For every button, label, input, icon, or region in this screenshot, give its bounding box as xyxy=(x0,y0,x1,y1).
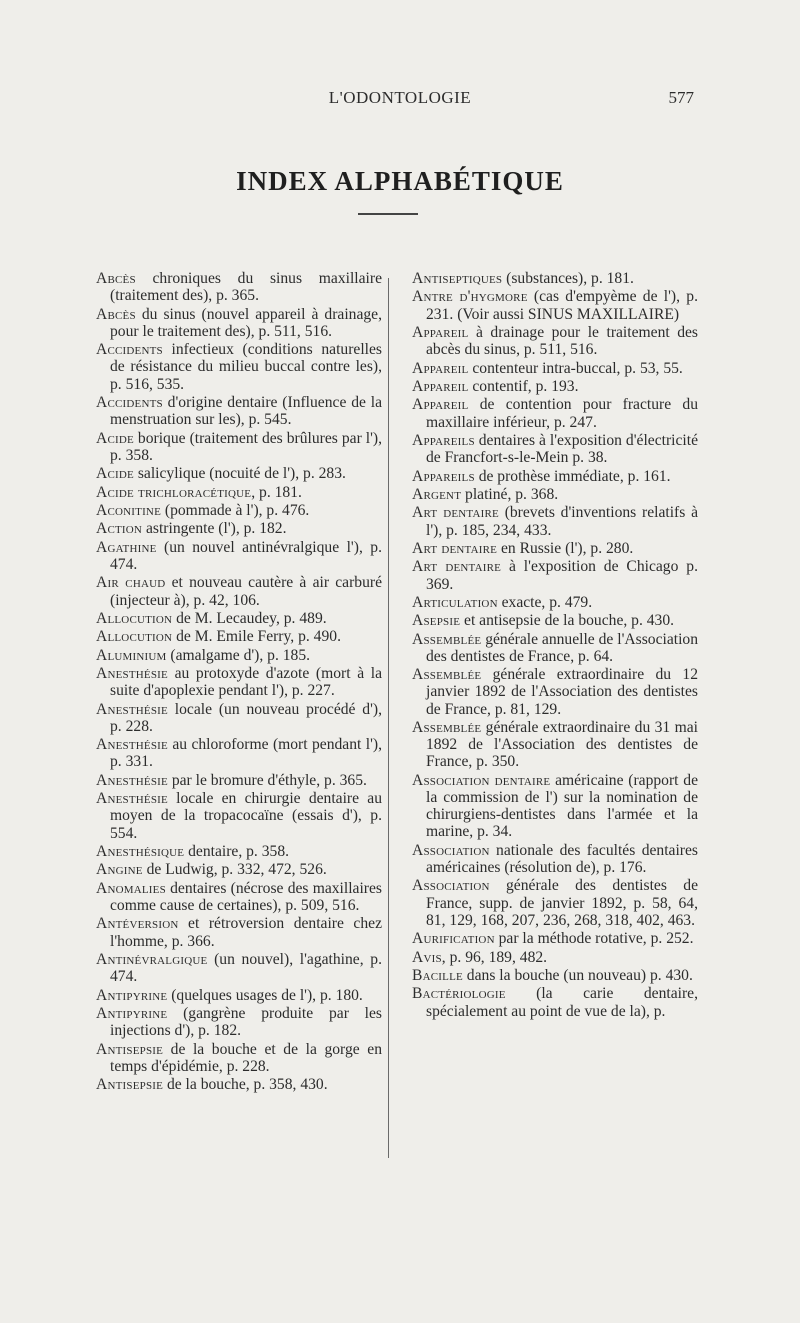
entry-headword: Allocution xyxy=(96,609,173,627)
entry-text: (substances), p. 181. xyxy=(502,270,634,287)
entry-text: de la bouche, p. 358, 430. xyxy=(163,1076,328,1094)
entry-headword: Antisepsie xyxy=(96,1040,164,1058)
index-entry xyxy=(96,341,382,393)
entry-headword: Assemblée xyxy=(412,719,482,737)
index-entry xyxy=(412,558,698,592)
entry-headword: Aurification xyxy=(412,930,495,948)
index-entry xyxy=(96,539,382,573)
entry-text: (gangrène produite par les injections d'), p. 182. xyxy=(110,1005,382,1040)
page-header xyxy=(0,88,800,112)
entry-text: salicylique (nocuité de l'), p. 283. xyxy=(133,465,346,483)
index-entry xyxy=(412,504,698,538)
index-entry xyxy=(412,270,698,287)
entry-headword: Accidents xyxy=(96,341,163,359)
entry-text: platiné, p. 368. xyxy=(461,485,559,503)
entry-text: locale (un nouveau procédé d'), p. 228. xyxy=(110,700,382,735)
entry-headword: Anesthésie xyxy=(96,736,168,754)
right-column xyxy=(412,270,698,1021)
entry-headword: Appareil xyxy=(412,323,469,341)
entry-text: de M. Emile Ferry, p. 490. xyxy=(172,628,341,646)
entry-headword: Anesthésie xyxy=(96,665,168,683)
entry-headword: Articulation xyxy=(412,593,498,611)
entry-headword: Art dentaire xyxy=(412,539,498,557)
entry-text: de prothèse immédiate, p. 161. xyxy=(474,467,671,485)
entry-headword: Anesthésie xyxy=(96,771,168,789)
index-entry xyxy=(412,594,698,611)
index-entry xyxy=(412,985,698,1019)
entry-headword: Antisepsie xyxy=(96,1076,164,1094)
entry-text: par le bromure d'éthyle, p. 365. xyxy=(167,771,367,789)
entry-headword: Art dentaire xyxy=(412,504,499,522)
entry-headword: Angine xyxy=(96,861,143,879)
index-entry xyxy=(96,574,382,608)
entry-headword: Argent xyxy=(412,485,462,503)
index-entry xyxy=(96,843,382,860)
entry-text: dentaires à l'exposition d'électricité de Francfort-s-le-Mein p. 38. xyxy=(426,431,698,467)
entry-text: (pommade à l'), p. 476. xyxy=(161,501,310,519)
index-entry xyxy=(412,631,698,665)
entry-text: infectieux (conditions naturelles de résistance du milieu buccal contre les), p. 516, 535. xyxy=(110,341,382,393)
index-entry xyxy=(96,861,382,878)
entry-text: de la bouche et de la gorge en temps d'épidémie, p. 228. xyxy=(110,1040,382,1075)
entry-headword: Acide trichloracétique xyxy=(96,483,252,501)
index-entry xyxy=(96,701,382,735)
entry-headword: Anesthésie xyxy=(96,700,168,718)
entry-headword: Agathine xyxy=(96,538,157,556)
page-number: 577 xyxy=(668,88,694,107)
entry-headword: Appareils xyxy=(412,431,475,449)
entry-headword: Anomalies xyxy=(96,879,166,897)
index-entry xyxy=(96,880,382,914)
entry-text: générale extraordinaire du 12 janvier 1892 de l'Association des dentistes de France, p. 81, 129. xyxy=(426,666,698,718)
entry-headword: Abcès xyxy=(96,305,136,323)
index-entry xyxy=(96,306,382,340)
entry-text: en Russie (l'), p. 280. xyxy=(497,539,634,557)
entry-headword: Aluminium xyxy=(96,646,167,664)
entry-text: (amalgame d'), p. 185. xyxy=(166,646,311,664)
entry-text: (cas d'empyème de l'), p. 231. (Voir aussi SINUS MAXILLAIRE) xyxy=(426,288,698,323)
index-entry xyxy=(412,378,698,395)
index-entry xyxy=(412,967,698,984)
entry-text: à drainage pour le traitement des abcès du sinus, p. 511, 516. xyxy=(426,323,698,359)
entry-text: chroniques du sinus maxillaire (traitement des), p. 365. xyxy=(110,270,382,305)
entry-text: nationale des facultés dentaires américaines (résolution de), p. 176. xyxy=(426,841,698,877)
entry-text: (un nouvel), l'agathine, p. 474. xyxy=(110,951,382,986)
index-entry xyxy=(96,430,382,464)
index-entry xyxy=(96,951,382,985)
index-entry xyxy=(96,736,382,770)
index-entry xyxy=(96,772,382,789)
index-entry xyxy=(96,1076,382,1093)
entry-headword: Anesthésique xyxy=(96,843,185,861)
index-entry xyxy=(96,394,382,428)
entry-text: , p. 96, 189, 482. xyxy=(441,948,548,966)
entry-headword: Assemblée xyxy=(412,666,482,684)
entry-text: , p. 181. xyxy=(251,483,302,501)
index-entry xyxy=(96,502,382,519)
entry-text: (un nouvel antinévralgique l'), p. 474. xyxy=(110,538,382,573)
entry-headword: Association xyxy=(412,841,490,859)
entry-text: (quelques usages de l'), p. 180. xyxy=(167,986,363,1004)
entry-headword: Assemblée xyxy=(412,630,482,648)
entry-text: (la carie dentaire, spécialement au point de vue de la), p. xyxy=(426,985,698,1020)
entry-text: de M. Lecaudey, p. 489. xyxy=(172,609,327,627)
column-divider xyxy=(388,278,389,1158)
entry-headword: Antipyrine xyxy=(96,986,168,1004)
entry-text: astringente (l'), p. 182. xyxy=(142,520,287,538)
entry-headword: Avis xyxy=(412,948,442,966)
entry-text: générale des dentistes de France, supp. de janvier 1892, p. 58, 64, 81, 129, 168, 207, 236, 268, 318, 402, 463. xyxy=(426,877,698,929)
index-entry xyxy=(412,877,698,929)
index-title: INDEX ALPHABÉTIQUE xyxy=(236,166,564,196)
entry-headword: Antipyrine xyxy=(96,1005,168,1023)
index-entry xyxy=(412,324,698,358)
entry-headword: Antiseptiques xyxy=(412,270,503,287)
index-entry xyxy=(412,772,698,841)
index-entry xyxy=(96,1005,382,1039)
entry-text: et nouveau cautère à air carburé (injecteur à), p. 42, 106. xyxy=(110,574,382,609)
entry-headword: Appareil xyxy=(412,377,469,395)
index-entry xyxy=(96,915,382,949)
entry-text: de Ludwig, p. 332, 472, 526. xyxy=(142,861,327,879)
entry-headword: Bacille xyxy=(412,967,463,985)
entry-headword: Appareil xyxy=(412,359,469,377)
index-entry xyxy=(412,842,698,876)
entry-headword: Air chaud xyxy=(96,574,166,592)
index-entry xyxy=(412,949,698,966)
entry-headword: Acide xyxy=(96,429,134,447)
index-entry xyxy=(412,666,698,718)
index-entry xyxy=(412,432,698,466)
entry-text: dentaires (nécrose des maxillaires comme cause de certaines), p. 509, 516. xyxy=(110,879,382,915)
entry-text: dentaire, p. 358. xyxy=(184,843,290,861)
entry-headword: Accidents xyxy=(96,393,163,411)
running-head: L'ODONTOLOGIE xyxy=(328,88,472,107)
entry-headword: Anesthésie xyxy=(96,790,168,808)
index-entry xyxy=(96,484,382,501)
entry-headword: Abcès xyxy=(96,270,136,287)
entry-text: américaine (rapport de la commission de l') sur la nomination de chirurgiens-dentistes dans l'armée et la marine, p. 34. xyxy=(426,771,698,841)
index-entry xyxy=(412,288,698,322)
index-entry xyxy=(96,790,382,842)
entry-text: générale annuelle de l'Association des dentistes de France, p. 64. xyxy=(426,630,699,665)
entry-headword: Appareils xyxy=(412,467,475,485)
entry-headword: Bactériologie xyxy=(412,985,506,1003)
entry-text: contentif, p. 193. xyxy=(468,377,579,395)
entry-text: contenteur intra-buccal, p. 53, 55. xyxy=(468,359,683,377)
entry-text: d'origine dentaire (Influence de la menstruation sur les), p. 545. xyxy=(110,393,382,429)
entry-headword: Antinévralgique xyxy=(96,951,208,969)
index-entry xyxy=(412,540,698,557)
entry-text: dans la bouche (un nouveau) p. 430. xyxy=(462,967,693,985)
entry-text: borique (traitement des brûlures par l'), p. 358. xyxy=(110,429,382,464)
entry-headword: Antre d'hygmore xyxy=(412,288,528,306)
index-entry xyxy=(412,930,698,947)
entry-text: et antisepsie de la bouche, p. 430. xyxy=(460,612,675,630)
entry-headword: Action xyxy=(96,520,143,538)
index-entry xyxy=(96,987,382,1004)
index-entry xyxy=(412,468,698,485)
entry-headword: Art dentaire xyxy=(412,558,502,576)
entry-headword: Antéversion xyxy=(96,915,179,933)
entry-text: (brevets d'inventions relatifs à l'), p. 185, 234, 433. xyxy=(426,504,698,539)
entry-text: et rétroversion dentaire chez l'homme, p. 366. xyxy=(110,915,382,950)
index-entry xyxy=(96,628,382,645)
entry-text: générale extraordinaire du 31 mai 1892 de l'Association des dentistes de France, p. 350. xyxy=(426,719,698,771)
entry-text: de contention pour fracture du maxillaire inférieur, p. 247. xyxy=(426,396,698,431)
index-entry xyxy=(96,520,382,537)
entry-headword: Association dentaire xyxy=(412,771,551,789)
index-entry xyxy=(96,665,382,699)
index-entry xyxy=(412,612,698,629)
entry-headword: Aconitine xyxy=(96,501,161,519)
index-entry xyxy=(412,486,698,503)
entry-text: locale en chirurgie dentaire au moyen de la tropacocaïne (essais d'), p. 554. xyxy=(110,790,382,842)
index-entry xyxy=(96,610,382,627)
entry-headword: Acide xyxy=(96,465,134,483)
entry-text: au chloroforme (mort pendant l'), p. 331. xyxy=(110,736,382,771)
entry-text: du sinus (nouvel appareil à drainage, pour le traitement des), p. 511, 516. xyxy=(110,305,382,340)
entry-text: par la méthode rotative, p. 252. xyxy=(494,930,694,948)
index-entry xyxy=(96,270,382,304)
index-entry xyxy=(412,396,698,430)
entry-text: à l'exposition de Chicago p. 369. xyxy=(426,558,698,593)
entry-text: au protoxyde d'azote (mort à la suite d'apoplexie pendant l'), p. 227. xyxy=(110,665,382,700)
entry-text: exacte, p. 479. xyxy=(497,593,593,611)
index-entry xyxy=(412,719,698,771)
entry-headword: Appareil xyxy=(412,396,469,414)
entry-headword: Association xyxy=(412,877,490,895)
entry-headword: Asepsie xyxy=(412,612,461,630)
entry-headword: Allocution xyxy=(96,628,173,646)
index-entry xyxy=(96,465,382,482)
title-rule xyxy=(358,213,418,215)
left-column xyxy=(96,270,382,1095)
index-entry xyxy=(96,1041,382,1075)
index-entry xyxy=(96,647,382,664)
index-entry xyxy=(412,360,698,377)
